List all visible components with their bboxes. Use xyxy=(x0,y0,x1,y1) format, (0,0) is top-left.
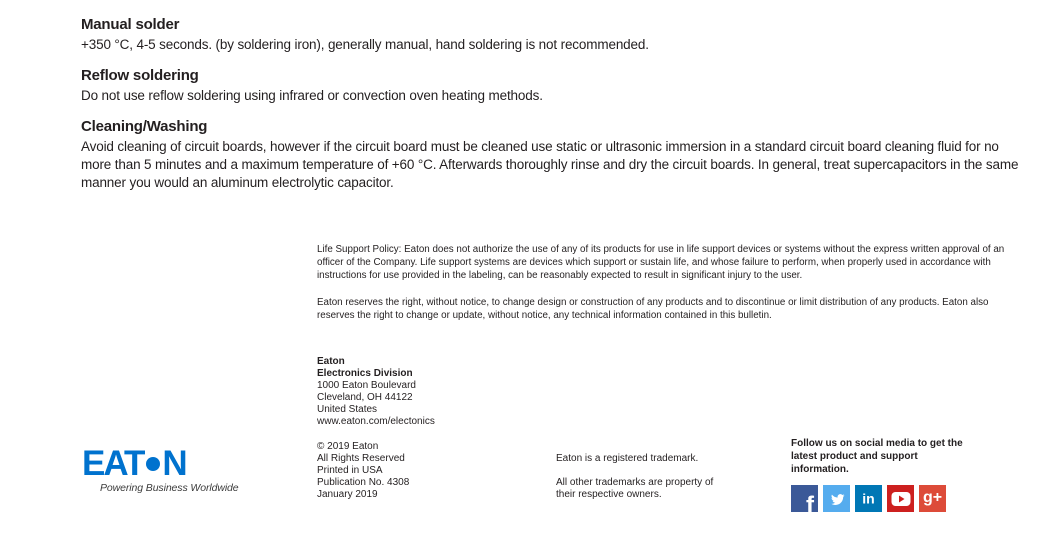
eaton-logo-o-dot xyxy=(146,457,160,471)
cleaning-washing-heading: Cleaning/Washing xyxy=(81,118,208,135)
country: United States xyxy=(317,404,378,415)
street-address: 1000 Eaton Boulevard xyxy=(317,380,416,391)
section-reflow-soldering xyxy=(81,67,1025,105)
reserves-right-notice: Eaton reserves the right, without notice, to change design or construction of any products and to discontinue or limit distribution of any products. Eaton also reserves the right to change or update, without notice, any technical information contained in this bulletin. xyxy=(317,296,989,321)
eaton-tagline: Powering Business Worldwide xyxy=(100,482,239,494)
reflow-soldering-body: Do not use reflow soldering using infrared or convection oven heating methods. xyxy=(81,88,543,103)
copyright-line: © 2019 Eaton xyxy=(317,441,379,452)
city-state-zip: Cleveland, OH 44122 xyxy=(317,392,413,403)
date-line: January 2019 xyxy=(317,489,378,500)
youtube-icon[interactable] xyxy=(887,485,914,512)
printed-line: Printed in USA xyxy=(317,465,383,476)
facebook-icon[interactable]: f xyxy=(791,485,818,512)
reflow-soldering-heading: Reflow soldering xyxy=(81,67,199,84)
cleaning-washing-body: Avoid cleaning of circuit boards, however if the circuit board must be cleaned use static or ultrasonic immersion in a standard circuit board cleaning fluid for no more than 5 minutes and a maximum temperature of +60 °C. Afterwards thoroughly rinse and dry the circuit boards. In general, treat supercapacitors in the same manner you would an aluminum electrolytic capacitor. xyxy=(81,139,1019,190)
twitter-icon[interactable] xyxy=(823,485,850,512)
linkedin-icon[interactable]: in xyxy=(855,485,882,512)
website-link[interactable]: www.eaton.com/electonics xyxy=(317,416,435,427)
other-trademarks-text: All other trademarks are property of their respective owners. xyxy=(556,477,714,500)
section-manual-solder xyxy=(81,16,1025,54)
copyright-block xyxy=(317,441,409,501)
legal-notices xyxy=(317,243,1023,335)
section-cleaning-washing xyxy=(81,118,1025,192)
registered-trademark-text: Eaton is a registered trademark. xyxy=(556,453,699,464)
soldering-instructions xyxy=(81,16,1025,205)
eaton-logo-letters-eat: EAT xyxy=(82,444,144,483)
manual-solder-heading: Manual solder xyxy=(81,16,180,33)
social-media-block xyxy=(791,437,971,512)
publication-line: Publication No. 4308 xyxy=(317,477,410,488)
social-heading: Follow us on social media to get the latest product and support information. xyxy=(791,438,963,475)
trademark-block xyxy=(556,453,724,513)
eaton-logo xyxy=(82,444,186,483)
eaton-logo-letter-n: N xyxy=(162,444,186,483)
life-support-policy: Life Support Policy: Eaton does not authorize the use of any of its products for use in life support devices or systems without the express written approval of an officer of the Company. Life support systems are devices which support or sustain life, and whose failure to perform, when properly used in accordance with instructions for use provided in the labeling, can be reasonably expected to result in significant injury to the user. xyxy=(317,244,1005,282)
manual-solder-body: +350 °C, 4-5 seconds. (by soldering iron), generally manual, hand soldering is not recommended. xyxy=(81,37,649,52)
social-icons-row xyxy=(791,485,971,512)
googleplus-icon[interactable]: g+ xyxy=(919,485,946,512)
company-address xyxy=(317,356,435,428)
rights-line: All Rights Reserved xyxy=(317,453,405,464)
division-name: Electronics Division xyxy=(317,368,413,379)
company-name: Eaton xyxy=(317,356,345,367)
